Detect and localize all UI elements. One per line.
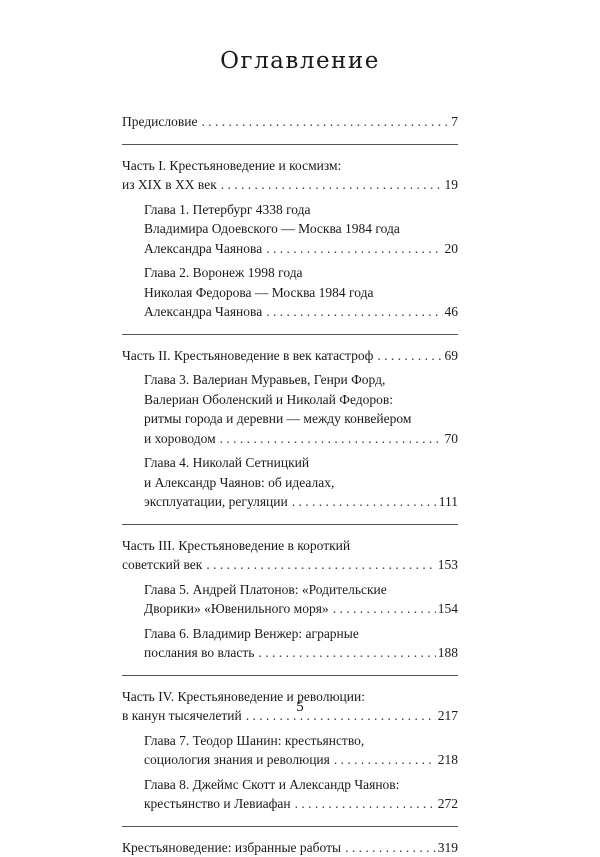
toc-page-number: 154 [438,599,458,619]
toc-entry-text: Часть IV. Крестьяноведение и революции: [122,689,365,704]
dot-leader [266,239,442,259]
toc-entry-text: Александра Чаянова [144,239,262,259]
toc-page-number: 153 [438,555,458,575]
toc-page-number: 217 [438,706,458,726]
toc-chapter-entry[interactable] [122,453,458,512]
toc-page-number: 7 [451,112,458,132]
toc-page-number: 70 [445,429,459,449]
table-of-contents [122,112,458,857]
toc-page-number: 20 [445,239,459,259]
toc-entry-text: Александра Чаянова [144,302,262,322]
toc-page-number: 111 [439,492,458,512]
toc-page-number: 218 [438,750,458,770]
dot-leader [292,492,437,512]
dot-leader [206,555,435,575]
toc-page-number: 272 [438,794,458,814]
section-divider [122,144,458,145]
toc-entry-text: Глава 5. Андрей Платонов: «Родительские [144,582,387,597]
toc-entry-text: Дворики» «Ювенильного моря» [144,599,329,619]
toc-chapter-entry[interactable] [122,731,458,770]
toc-chapter-entry[interactable] [122,624,458,663]
toc-entry-text: советский век [122,555,202,575]
dot-leader [201,112,449,132]
toc-entry-text: Часть II. Крестьяноведение в век катастроф [122,346,373,366]
section-divider [122,524,458,525]
toc-entry-text: и хороводом [144,429,216,449]
dot-leader [377,346,442,366]
toc-entry-text: Глава 4. Николай Сетницкий [144,455,309,470]
toc-entry-text: Глава 1. Петербург 4338 года [144,202,311,217]
toc-entry-text: социология знания и революция [144,750,330,770]
toc-part-entry[interactable] [122,112,458,132]
dot-leader [334,750,436,770]
toc-page-number: 319 [438,838,458,857]
toc-part-entry[interactable] [122,156,458,195]
toc-part-entry[interactable] [122,838,458,857]
toc-entry-text: Владимира Одоевского — Москва 1984 года [144,221,400,236]
toc-entry-text: Николая Федорова — Москва 1984 года [144,285,373,300]
toc-chapter-entry[interactable] [122,775,458,814]
toc-chapter-entry[interactable] [122,580,458,619]
toc-entry-text: Крестьяноведение: избранные работы [122,838,341,857]
dot-leader [266,302,442,322]
toc-chapter-entry[interactable] [122,200,458,259]
section-divider [122,334,458,335]
toc-entry-text: крестьянство и Левиафан [144,794,291,814]
toc-entry-text: в канун тысячелетий [122,706,242,726]
toc-entry-text: Валериан Оболенский и Николай Федоров: [144,392,393,407]
toc-page-number: 19 [445,175,459,195]
dot-leader [220,429,443,449]
dot-leader [258,643,435,663]
toc-page-number: 46 [445,302,459,322]
toc-entry-text: Глава 2. Воронеж 1998 года [144,265,303,280]
toc-chapter-entry[interactable] [122,370,458,448]
toc-entry-text: Глава 3. Валериан Муравьев, Генри Форд, [144,372,385,387]
toc-entry-text: Часть I. Крестьяноведение и космизм: [122,158,341,173]
toc-entry-text: и Александр Чаянов: об идеалах, [144,475,334,490]
section-divider [122,826,458,827]
toc-entry-text: эксплуатации, регуляции [144,492,288,512]
toc-page-number: 188 [438,643,458,663]
toc-entry-text: Глава 8. Джеймс Скотт и Александр Чаянов: [144,777,399,792]
toc-entry-text: Глава 6. Владимир Венжер: аграрные [144,626,359,641]
dot-leader [333,599,436,619]
toc-entry-text: послания во власть [144,643,254,663]
dot-leader [295,794,436,814]
toc-entry-text: Глава 7. Теодор Шанин: крестьянство, [144,733,364,748]
toc-chapter-entry[interactable] [122,263,458,322]
page-number: 5 [0,699,600,716]
toc-part-entry[interactable] [122,536,458,575]
toc-entry-text: ритмы города и деревни — между конвейером [144,411,411,426]
toc-part-entry[interactable] [122,346,458,366]
page-title: Оглавление [0,48,600,74]
dot-leader [345,838,436,857]
toc-page-number: 69 [445,346,459,366]
section-divider [122,675,458,676]
toc-entry-text: Предисловие [122,112,197,132]
dot-leader [221,175,443,195]
toc-entry-text: из XIX в XX век [122,175,217,195]
toc-entry-text: Часть III. Крестьяноведение в короткий [122,538,350,553]
